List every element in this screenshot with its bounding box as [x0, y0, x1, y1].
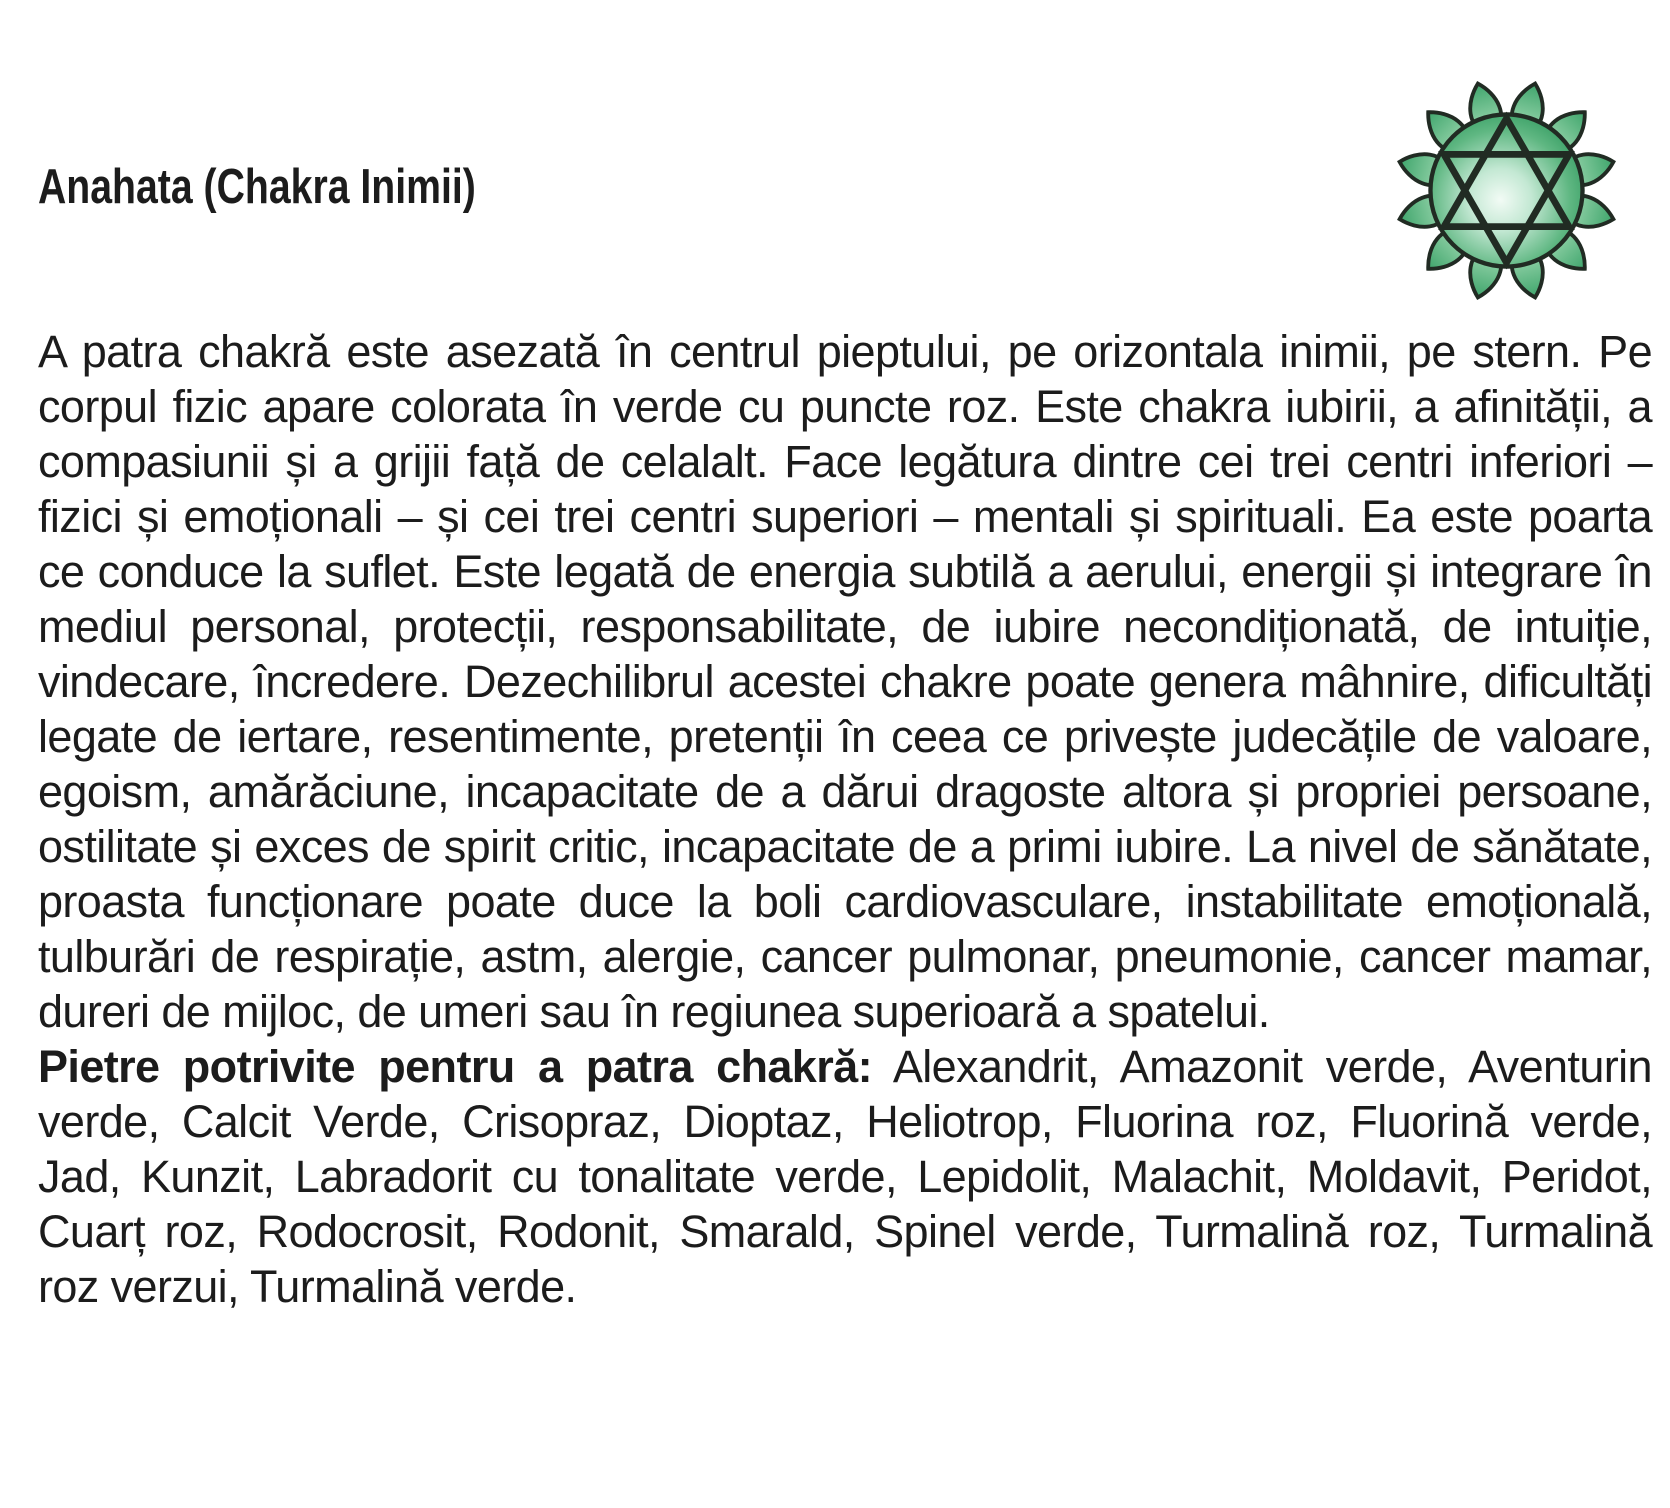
document-body [38, 324, 1652, 1314]
chakra-description-paragraph [38, 324, 1652, 1039]
heart-chakra-icon [1391, 75, 1622, 306]
chakra-description-text: A patra chakră este asezată în centrul pieptului, pe orizontala inimii, pe stern. Pe corpul fizic apare colorata în verde cu puncte roz. Este chakra iubirii, a afinității, a compasiunii și a grijii față de celalalt. Face legătura dintre cei trei centri inferiori – fizici și emoționali – și cei trei centri superiori – mentali și spirituali. Ea este poarta ce conduce la suflet. Este legată de energia subtilă a aerului, energii și integrare în mediul personal, protecții, responsabilitate, de iubire necondiționată, de intuiție, vindecare, încredere. Dezechilibrul acestei chakre poate genera mâhnire, dificultăți legate de iertare, resentimente, pretenții în ceea ce privește judecățile de valoare, egoism, amărăciune, incapacitate de a dărui dragoste altora și propriei persoane, ostilitate și exces de spirit critic, incapacitate de a primi iubire. La nivel de sănătate, proasta funcționare poate duce la boli cardiovasculare, instabilitate emoțională, tulburări de respirație, astm, alergie, cancer pulmonar, pneumonie, cancer mamar, dureri de mijloc, de umeri sau în regiunea superioară a spatelui. [38, 326, 1652, 1037]
chakra-circle [1430, 114, 1582, 266]
page-title: Anahata (Chakra Inimii) [38, 160, 476, 214]
stones-list: Alexandrit, Amazonit verde, Aventurin verde, Calcit Verde, Crisopraz, Dioptaz, Heliotrop, Fluorina roz, Fluorină verde, Jad, Kunzit, Labradorit cu tonalitate verde, Lepidolit, Malachit, Moldavit, Peridot, Cuarț roz, Rodocrosit, Rodonit, Smarald, Spinel verde, Turmalină roz, Turmalină roz verzui, Turmalină verde. [38, 1041, 1652, 1312]
document-header [0, 0, 1670, 320]
stones-lead: Pietre potrivite pentru a patra chakră: [38, 1041, 872, 1092]
stones-paragraph [38, 1039, 1652, 1314]
